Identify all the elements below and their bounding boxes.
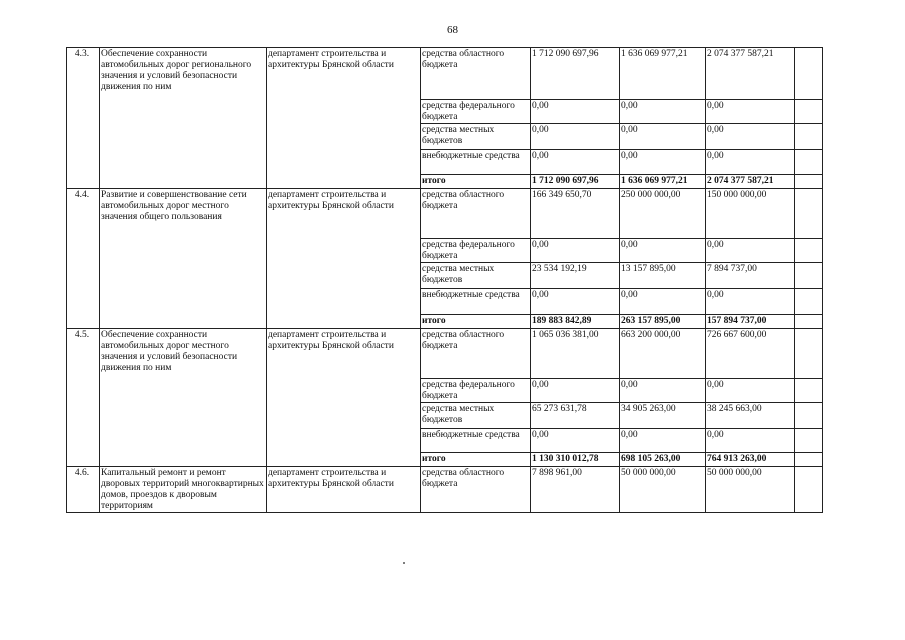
item-number: 4.3. [67, 48, 100, 189]
amount-year-1: 0,00 [531, 379, 620, 403]
item-name: Капитальный ремонт и ремонт дворовых территорий многоквартирных домов, проездов к дворовым территориям [100, 467, 267, 513]
budget-table [66, 47, 823, 513]
total-year-1: 1 712 090 697,96 [531, 175, 620, 189]
amount-extra [795, 467, 823, 513]
amount-year-3: 0,00 [706, 429, 795, 453]
amount-year-1: 0,00 [531, 150, 620, 175]
amount-extra [795, 124, 823, 150]
amount-year-3: 38 245 663,00 [706, 403, 795, 429]
amount-year-3: 150 000 000,00 [706, 189, 795, 239]
amount-year-1: 7 898 961,00 [531, 467, 620, 513]
item-executor: департамент строительства и архитектуры Брянской области [267, 189, 421, 329]
amount-year-2: 0,00 [620, 289, 706, 315]
amount-year-2: 0,00 [620, 124, 706, 150]
funding-source-label: средства федерального бюджета [421, 379, 531, 403]
funding-source-label: средства местных бюджетов [421, 263, 531, 289]
amount-year-1: 166 349 650,70 [531, 189, 620, 239]
amount-year-3: 0,00 [706, 150, 795, 175]
amount-year-2: 0,00 [620, 239, 706, 263]
amount-year-2: 0,00 [620, 100, 706, 124]
item-number: 4.6. [67, 467, 100, 513]
amount-year-1: 23 534 192,19 [531, 263, 620, 289]
amount-year-2: 34 905 263,00 [620, 403, 706, 429]
funding-source-label: внебюджетные средства [421, 429, 531, 453]
amount-year-3: 0,00 [706, 379, 795, 403]
total-year-1: 189 883 842,89 [531, 315, 620, 329]
funding-source-label: средства местных бюджетов [421, 403, 531, 429]
amount-extra [795, 100, 823, 124]
amount-year-1: 1 712 090 697,96 [531, 48, 620, 100]
total-year-2: 698 105 263,00 [620, 453, 706, 467]
amount-year-2: 0,00 [620, 379, 706, 403]
amount-extra [795, 239, 823, 263]
amount-year-3: 0,00 [706, 239, 795, 263]
amount-year-2: 250 000 000,00 [620, 189, 706, 239]
funding-source-label: внебюджетные средства [421, 289, 531, 315]
amount-extra [795, 429, 823, 453]
amount-extra [795, 150, 823, 175]
amount-year-2: 13 157 895,00 [620, 263, 706, 289]
item-executor: департамент строительства и архитектуры Брянской области [267, 329, 421, 467]
item-number: 4.4. [67, 189, 100, 329]
amount-year-3: 726 667 600,00 [706, 329, 795, 379]
funding-source-label: средства областного бюджета [421, 48, 531, 100]
item-name: Обеспечение сохранности автомобильных дорог регионального значения и условий безопасности движения по ним [100, 48, 267, 189]
funding-source-label: средства областного бюджета [421, 189, 531, 239]
amount-year-3: 0,00 [706, 124, 795, 150]
item-name: Обеспечение сохранности автомобильных дорог местного значения и условий безопасности движения по ним [100, 329, 267, 467]
amount-year-2: 50 000 000,00 [620, 467, 706, 513]
table-row [67, 467, 823, 513]
amount-extra [795, 403, 823, 429]
funding-source-label: средства областного бюджета [421, 467, 531, 513]
amount-year-3: 7 894 737,00 [706, 263, 795, 289]
table-row [67, 189, 823, 239]
page-number: 68 [447, 24, 458, 36]
total-year-3: 764 913 263,00 [706, 453, 795, 467]
amount-extra [795, 289, 823, 315]
amount-year-3: 0,00 [706, 289, 795, 315]
amount-year-2: 663 200 000,00 [620, 329, 706, 379]
total-extra [795, 453, 823, 467]
item-number: 4.5. [67, 329, 100, 467]
funding-source-label: внебюджетные средства [421, 150, 531, 175]
amount-extra [795, 48, 823, 100]
stray-dot [403, 562, 405, 564]
amount-year-1: 0,00 [531, 429, 620, 453]
funding-source-label: средства федерального бюджета [421, 100, 531, 124]
amount-year-3: 2 074 377 587,21 [706, 48, 795, 100]
amount-extra [795, 329, 823, 379]
total-label: итого [421, 175, 531, 189]
amount-extra [795, 263, 823, 289]
amount-year-1: 0,00 [531, 239, 620, 263]
funding-source-label: средства областного бюджета [421, 329, 531, 379]
amount-year-1: 0,00 [531, 100, 620, 124]
total-year-2: 1 636 069 977,21 [620, 175, 706, 189]
amount-year-2: 0,00 [620, 429, 706, 453]
item-executor: департамент строительства и архитектуры Брянской области [267, 48, 421, 189]
total-year-3: 2 074 377 587,21 [706, 175, 795, 189]
total-extra [795, 315, 823, 329]
amount-year-1: 1 065 036 381,00 [531, 329, 620, 379]
item-executor: департамент строительства и архитектуры Брянской области [267, 467, 421, 513]
total-extra [795, 175, 823, 189]
amount-year-3: 0,00 [706, 100, 795, 124]
total-year-2: 263 157 895,00 [620, 315, 706, 329]
amount-year-1: 0,00 [531, 124, 620, 150]
table-row [67, 48, 823, 100]
total-label: итого [421, 315, 531, 329]
amount-year-2: 1 636 069 977,21 [620, 48, 706, 100]
funding-source-label: средства федерального бюджета [421, 239, 531, 263]
amount-year-1: 0,00 [531, 289, 620, 315]
amount-extra [795, 379, 823, 403]
item-name: Развитие и совершенствование сети автомобильных дорог местного значения общего пользования [100, 189, 267, 329]
amount-extra [795, 189, 823, 239]
amount-year-1: 65 273 631,78 [531, 403, 620, 429]
amount-year-2: 0,00 [620, 150, 706, 175]
funding-source-label: средства местных бюджетов [421, 124, 531, 150]
total-year-3: 157 894 737,00 [706, 315, 795, 329]
total-label: итого [421, 453, 531, 467]
amount-year-3: 50 000 000,00 [706, 467, 795, 513]
table-row [67, 329, 823, 379]
total-year-1: 1 130 310 012,78 [531, 453, 620, 467]
table-body [67, 48, 823, 513]
